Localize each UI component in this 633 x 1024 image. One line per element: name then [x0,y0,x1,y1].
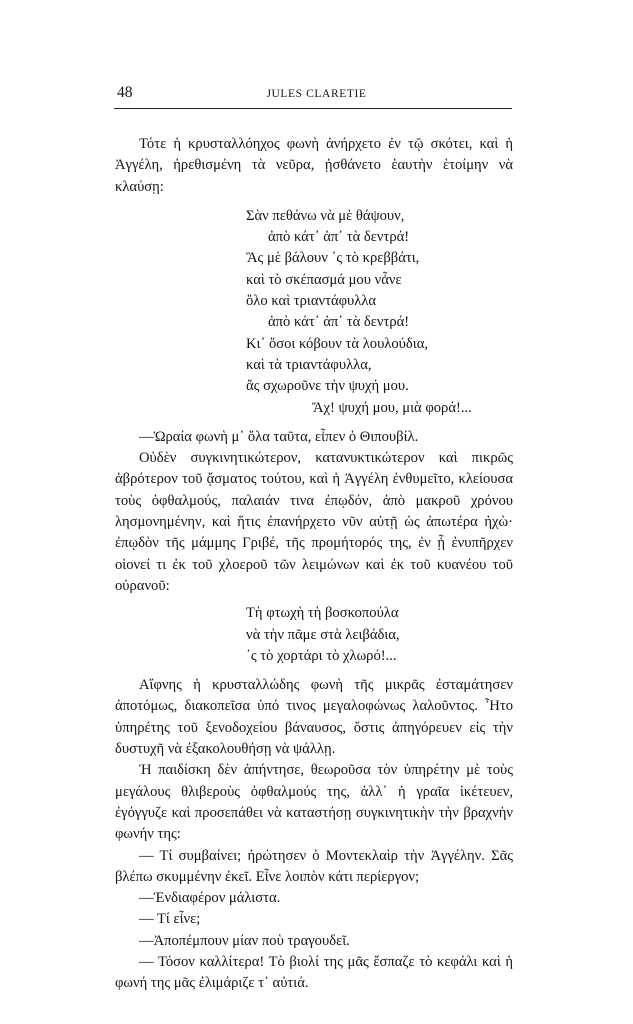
song-one-line: καὶ τὰ τριαντάφυλλα, [246,356,372,373]
song-one-line: ἀπὸ κάτ᾽ ἀπ᾽ τὰ δεντρά! [268,314,410,331]
page-body [115,134,513,995]
paragraph-four: Ἡ παιδίσκη δὲν ἀπήντησε, θεωροῦσα τὸν ὑπηρέτην μὲ τοὺς μεγάλους θλιβεροὺς ὀφθαλμούς της, ἀλλ᾽ ἡ γραῖα ἱκέτευεν, ἐγόγγυζε καὶ προσεπάθει νὰ καταστήσῃ συγκινητικὴν τὴν βραχνὴν φωνήν της: [115,762,513,843]
song-one-line: καὶ τὸ σκέπασμά μου νἆνε [246,271,402,288]
song-two [246,603,513,667]
song-one-line: Κι᾽ ὅσοι κόβουν τὰ λουλούδια, [246,335,428,352]
running-title: JULES CLARETIE [266,88,367,100]
song-two-line: ᾽ς τὸ χορτάρι τὸ χλωρό!... [246,647,397,664]
dialogue-line: — Τί εἶνε; [139,911,201,928]
song-one [246,206,513,419]
song-two-line: Τὴ φτωχὴ τὴ βοσκοπούλα [246,605,399,622]
dialogue-line: —Ἐνδιαφέρον μάλιστα. [139,890,281,907]
song-two-line: νὰ τὴν πᾶμε στὰ λειβάδια, [246,626,400,643]
header-rule [114,108,512,109]
dialogue-line: — Τόσον καλλίτερα! Τὸ βιολί της μᾶς ἔσπαζε τὸ κεφάλι καὶ ἡ φωνή της μᾶς ἐλιμάριζε τ᾽ αὐτιά. [115,953,513,992]
dialogue-line: — Τί συμβαίνει; ἠρώτησεν ὁ Μοντεκλαὶρ τὴν Ἀγγέλην. Σᾶς βλέπω σκυμμένην ἐκεῖ. Εἶνε λοιπὸν κάτι περίεργον; [115,847,513,885]
paragraph-three: Αἴφνης ἡ κρυσταλλώδης φωνὴ τῆς μικρᾶς ἐσταμάτησεν ἀποτόμως, διακοπεῖσα ὑπό τινος μεγαλοφώνως λαλοῦντος. Ἦτο ὑπηρέτης τοῦ ξενοδοχείου βάναυσος, ὅστις ἀπηγόρευεν εἰς τὴν δυστυχῆ νὰ ἐξακολουθήσῃ νὰ ψάλλῃ. [115,677,513,758]
dialogue-line: —Ἀποπέμπουν μίαν ποὺ τραγουδεῖ. [139,932,350,949]
page-number: 48 [117,84,133,101]
intro-paragraph: Τότε ἡ κρυσταλλόηχος φωνὴ ἀνήρχετο ἐν τῷ σκότει, καὶ ἡ Ἀγγέλη, ἠρεθισμένη τὰ νεῦρα, ᾐσθάνετο ἑαυτὴν ἑτοίμην νὰ κλαύσῃ: [115,136,513,195]
song-one-line: Σὰν πεθάνω νὰ μὲ θάψουν, [246,207,405,224]
song-one-line: Ἂς μὲ βάλουν ᾽ς τὸ κρεββάτι, [246,250,420,267]
song-one-line: ἄς σχωροῦνε τὴν ψυχή μου. [246,378,409,395]
song-one-line: Ἄχ! ψυχή μου, μιὰ φορά!... [312,399,472,416]
dialogue-line: —Ὡραία φωνὴ μ᾽ ὅλα ταῦτα, εἶπεν ὁ Θιπουβίλ. [139,428,419,445]
paragraph-two: Οὐδὲν συγκινητικώτερον, κατανυκτικώτερον καὶ πικρῶς ἁβρότερον τοῦ ᾄσματος τούτου, καὶ ἡ Ἀγγέλη ἐνθυμεῖτο, κλείουσα τοὺς ὀφθαλμούς, παλαιάν τινα ἐπῳδόν, ἀπὸ μακροῦ χρόνου λησμονημένην, καὶ ἥτις ἐπανήρχετο νῦν αὐτῇ ὡς ἀπωτέρα ἠχὼ· ἐπῳδὸν τῆς μάμμης Γριβέ, τῆς προμήτορός της, ἐν ᾗ ἐνυπῆρχεν οἱονεί τι ἐκ τοῦ χλοεροῦ τῶν λειμώνων καὶ ἐκ τοῦ κυανέου τοῦ οὐρανοῦ: [115,450,513,594]
song-one-line: ἀπὸ κάτ᾽ ἀπ᾽ τὰ δεντρά! [268,229,410,246]
song-one-line: ὅλο καὶ τριαντάφυλλα [246,293,377,310]
